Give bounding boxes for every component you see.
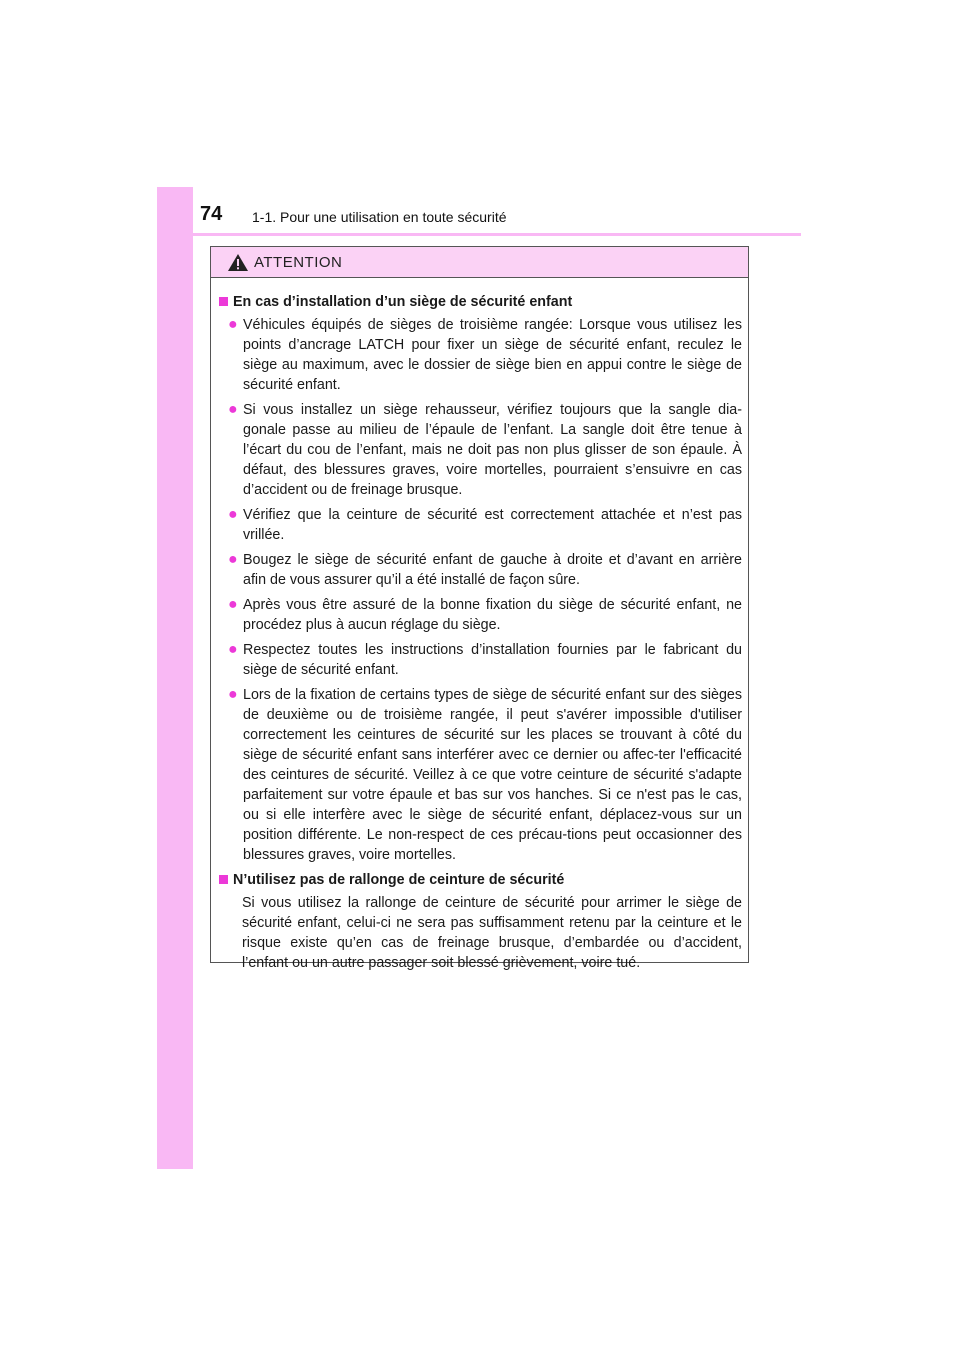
section-title: 1-1. Pour une utilisation en toute sécurité (252, 209, 507, 225)
side-tab-bar (157, 187, 193, 1169)
circle-bullet-icon: ● (228, 686, 238, 703)
list-item-text: Respectez toutes les instructions d’installation fournies par le fabricant du siège de sécurité enfant. (243, 642, 742, 678)
list-item (228, 685, 742, 865)
list-item-text: Véhicules équipés de sièges de troisième rangée: Lorsque vous utilisez les points d’ancrage LATCH pour fixer un siège de sécurité enfant, reculez le siège au maximum, avec le dossier de siège bien en appui contre le siège de sécurité enfant. (243, 317, 742, 393)
circle-bullet-icon: ● (228, 316, 238, 333)
circle-bullet-icon: ● (228, 401, 238, 418)
list-item-text: Bougez le siège de sécurité enfant de gauche à droite et d’avant en arrière afin de vous assurer qu’il a été installé de façon sûre. (243, 552, 742, 588)
square-bullet-icon (219, 875, 228, 884)
list-item (228, 595, 742, 635)
list-item-text: Après vous être assuré de la bonne fixation du siège de sécurité enfant, ne procédez plus à aucun réglage du siège. (243, 597, 742, 633)
square-bullet-icon (219, 297, 228, 306)
section-heading (219, 870, 742, 890)
circle-bullet-icon: ● (228, 641, 238, 658)
list-item-text: Si vous installez un siège rehausseur, vérifiez toujours que la sangle dia-gonale passe au milieu de l’épaule de l’enfant. La sangle doit être tenue à l’écart du cou de l’enfant, mais ne doit pas non plus glisser de son épaule. À défaut, des blessures graves, voire mortelles, pourraient s’ensuivre en cas d’accident ou de freinage brusque. (243, 402, 742, 498)
paragraph: Si vous utilisez la rallonge de ceinture de sécurité pour arrimer le siège de sécurité enfant, celui-ci ne sera pas suffisamment retenu par la ceinture et le risque existe qu’en cas de freinage brusque, d’embardée ou d’accident, l’enfant ou un autre passager soit blessé grièvement, voire tué. (242, 895, 742, 971)
caution-header (211, 247, 748, 278)
list-item (228, 505, 742, 545)
list-item (228, 640, 742, 680)
list-item (228, 550, 742, 590)
header-rule (157, 233, 801, 236)
list-item (228, 400, 742, 500)
list-item (228, 315, 742, 395)
section-heading (219, 292, 742, 312)
caution-content (211, 278, 748, 973)
section-heading-text: N’utilisez pas de rallonge de ceinture de sécurité (233, 872, 565, 888)
list-item-text: Lors de la fixation de certains types de siège de sécurité enfant sur des sièges de deuxième ou de troisième rangée, il peut s'avérer impossible d'utiliser correctement les ceintures de sécurité sur les places se trouvant à côté du siège de sécurité enfant sans interférer avec ce dernier ou affec-ter l'efficacité des ceintures de sécurité. Veillez à ce que votre ceinture de sécurité s'adapte parfaitement sur votre épaule et bas sur vos hanches. Si ce n'est pas le cas, ou si elle interfère avec le siège de sécurité enfant, déplacez-vous sur un position différente. Le non-respect de ces précau-tions peut occasionner des blessures graves, voire mortelles. (243, 687, 742, 863)
list-item-text: Vérifiez que la ceinture de sécurité est correctement attachée et n’est pas vrillée. (243, 507, 742, 543)
caution-box (210, 246, 749, 971)
warning-triangle-icon (228, 254, 248, 271)
circle-bullet-icon: ● (228, 506, 238, 523)
caution-title: ATTENTION (254, 253, 343, 271)
page-number: 74 (200, 203, 223, 225)
circle-bullet-icon: ● (228, 596, 238, 613)
circle-bullet-icon: ● (228, 551, 238, 568)
section-heading-text: En cas d’installation d’un siège de sécurité enfant (233, 294, 573, 310)
